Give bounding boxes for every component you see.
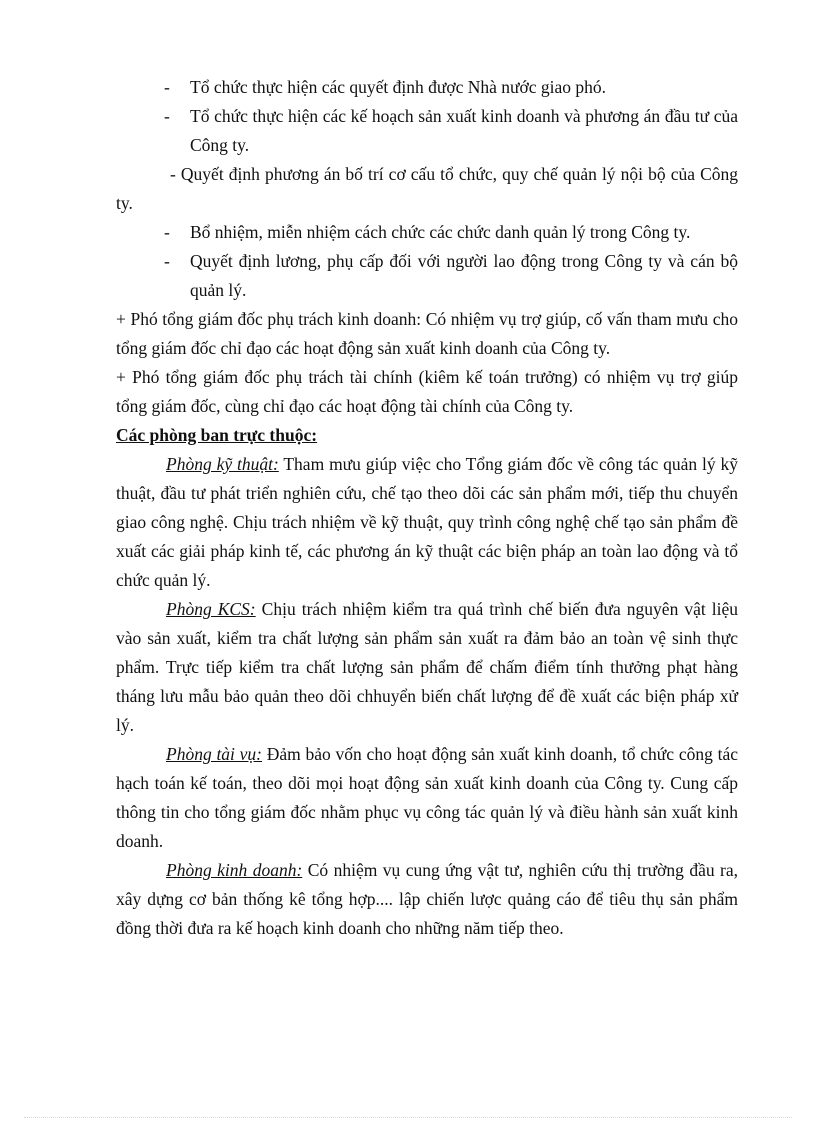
section-heading [116, 421, 738, 450]
bullet-item [116, 247, 738, 305]
bullet-item [116, 73, 738, 102]
bullet-text: Tổ chức thực hiện các quyết định được Nhà nước giao phó. [190, 77, 607, 97]
bullet-dash: - [164, 251, 170, 271]
bullet-item [116, 218, 738, 247]
department-name: Phòng kinh doanh: [166, 860, 303, 880]
bullet-text: Quyết định lương, phụ cấp đối với người lao động trong Công ty và cán bộ quản lý. [190, 251, 738, 300]
department-description: Chịu trách nhiệm kiểm tra quá trình chế biến đưa nguyên vật liệu vào sản xuất, kiểm tra chất lượng sản phẩm sản xuất ra đảm bảo an toàn vệ sinh thực phẩm. Trực tiếp kiểm tra chất lượng sản phẩm để chấm điểm tính thưởng phạt hàng tháng lưu mẫu bảo quản theo dõi chhuyển biến chất lượng để đề xuất các biện pháp xử lý. [116, 599, 738, 735]
department-description: Tham mưu giúp việc cho Tổng giám đốc về công tác quản lý kỹ thuật, đầu tư phát triển nghiên cứu, chế tạo theo dõi các sản phẩm mới, tiếp thu chuyển giao công nghệ. Chịu trách nhiệm về kỹ thuật, quy trình công nghệ chế tạo sản phẩm đề xuất các giải pháp kinh tế, các phương án kỹ thuật các biện pháp an toàn lao động và tổ chức quản lý. [116, 454, 738, 590]
structure-decision-paragraph: - Quyết định phương án bố trí cơ cấu tổ chức, quy chế quản lý nội bộ của Công ty. [116, 164, 738, 213]
department-description: Đảm bảo vốn cho hoạt động sản xuất kinh doanh, tổ chức công tác hạch toán kế toán, theo dõi mọi hoạt động sản xuất kinh doanh của Công ty. Cung cấp thông tin cho tổng giám đốc nhằm phục vụ công tác quản lý và điều hành sản xuất kinh doanh. [116, 744, 738, 851]
bullet-dash: - [164, 77, 170, 97]
department-description: Có nhiệm vụ cung ứng vật tư, nghiên cứu thị trường đầu ra, xây dựng cơ bản thống kê tổng hợp.... lập chiến lược quảng cáo để tiêu thụ sản phẩm đồng thời đưa ra kế hoạch kinh doanh cho những năm tiếp theo. [116, 860, 738, 938]
bullet-dash: - [164, 106, 170, 126]
vice-director-business-paragraph: + Phó tổng giám đốc phụ trách kinh doanh: Có nhiệm vụ trợ giúp, cố vấn tham mưu cho tổng giám đốc chỉ đạo các hoạt động sản xuất kinh doanh của Công ty. [116, 309, 738, 358]
department-name: Phòng KCS: [166, 599, 256, 619]
department-paragraph [116, 740, 738, 856]
bullet-text: Tổ chức thực hiện các kế hoạch sản xuất kinh doanh và phương án đầu tư của Công ty. [190, 106, 738, 155]
department-name: Phòng kỹ thuật: [166, 454, 279, 474]
bullet-item [116, 102, 738, 160]
department-paragraph [116, 595, 738, 740]
section-heading-text: Các phòng ban trực thuộc: [116, 425, 318, 445]
department-paragraph [116, 856, 738, 943]
vice-director-finance-paragraph: + Phó tổng giám đốc phụ trách tài chính (kiêm kế toán trưởng) có nhiệm vụ trợ giúp tổng giám đốc, cùng chỉ đạo các hoạt động tài chính của Công ty. [116, 367, 738, 416]
department-name: Phòng tài vụ: [166, 744, 263, 764]
document-page [116, 73, 738, 943]
bullet-dash: - [164, 222, 170, 242]
bullet-text: Bổ nhiệm, miễn nhiệm cách chức các chức danh quản lý trong Công ty. [190, 222, 691, 242]
page-bottom-divider [24, 1117, 792, 1118]
department-paragraph [116, 450, 738, 595]
